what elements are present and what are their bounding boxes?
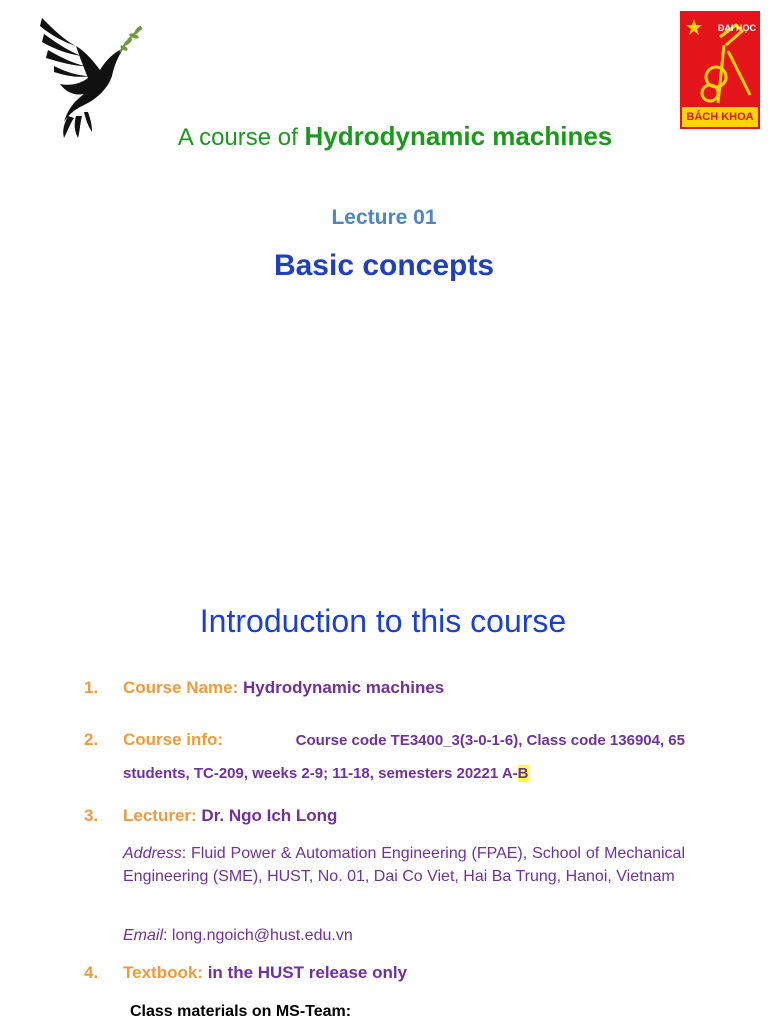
- item-value: Hydrodynamic machines: [243, 678, 445, 697]
- lecture-number: Lecture 01: [331, 206, 437, 229]
- lecture-title: Basic concepts: [273, 249, 495, 282]
- item-label: Course info:: [123, 730, 224, 749]
- item-label: Lecturer:: [123, 806, 197, 825]
- item-value-line2: students, TC-209, weeks 2-9; 11-18, semesters 20221 A-: [123, 765, 518, 782]
- item-number: 4.: [84, 963, 99, 982]
- email-text: : long.ngoich@hust.edu.vn: [163, 927, 353, 944]
- item-number: 2.: [84, 730, 99, 749]
- item-number: 1.: [84, 678, 99, 697]
- item-label: Course Name:: [123, 678, 239, 697]
- intro-heading: Introduction to this course: [199, 603, 567, 639]
- logo-bottom-text: BÁCH KHOA: [686, 111, 754, 123]
- lecturer-address: [123, 842, 685, 888]
- highlighted-text: B: [517, 765, 529, 782]
- class-materials-label: Class materials on MS-Team:: [130, 1003, 352, 1020]
- list-item-lecturer: [123, 806, 685, 826]
- lecturer-email: [123, 924, 685, 947]
- course-name: Hydrodynamic machines: [304, 121, 613, 151]
- list-item-textbook: [123, 963, 685, 983]
- item-value-line1: Course code TE3400_3(3-0-1-6), Class code 136904, 65: [295, 732, 685, 749]
- address-label: Address: [123, 845, 182, 862]
- item-value: Dr. Ngo Ich Long: [201, 806, 338, 825]
- course-title: [0, 121, 768, 152]
- address-text: : Fluid Power & Automation Engineering (FPAE), School of Mechanical Engineering (SME), HUST, No. 01, Dai Co Viet, Hai Ba Trung, Hanoi, Vietnam: [123, 845, 685, 885]
- course-prefix: A course of: [177, 124, 298, 151]
- item-label: Textbook:: [123, 963, 203, 982]
- item-number: 3.: [84, 806, 99, 825]
- logo-top-text: ĐẠI HỌC: [718, 23, 756, 33]
- email-label: Email: [123, 927, 164, 944]
- hust-logo: [680, 11, 760, 129]
- list-item-course-info: [123, 730, 685, 783]
- item-value: in the HUST release only: [207, 963, 408, 982]
- list-item-course-name: [123, 678, 685, 698]
